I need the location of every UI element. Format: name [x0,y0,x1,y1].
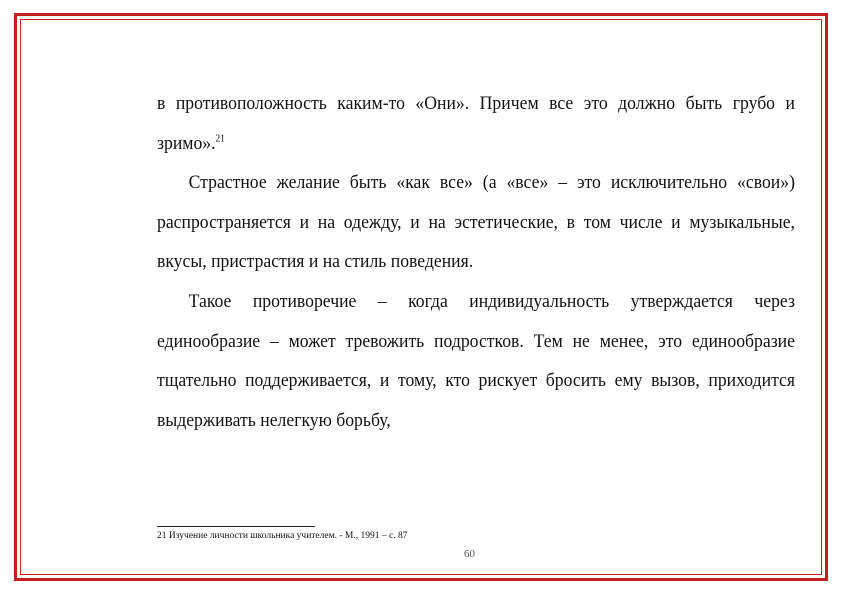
paragraph-2: Страстное желание быть «как все» (а «все» – это исключительно «свои») распространяется и на одежду, и на эстетические, в том числе и музыкальные, вкусы, пристрастия и на стиль поведения. [157,172,795,273]
page-number: 60 [464,548,475,560]
footnote-divider [157,526,315,527]
paragraph-3: Такое противоречие – когда индивидуальность утверждается через единообразие – может тревожить подростков. Тем не менее, это единообразие тщательно поддерживается, и тому, кто рискует бросить ему вызов, приходится выдерживать нелегкую борьбу, [157,290,795,431]
footnote: 21 Изучение личности школьника учителем. - М., 1991 – с. 87 [157,531,408,541]
footnote-ref: 21 [215,133,225,145]
body-text [157,84,795,440]
paragraph-1: в противоположность каким-то «Они». Причем все это должно быть грубо и зримо».$^{21}$ [157,93,795,154]
